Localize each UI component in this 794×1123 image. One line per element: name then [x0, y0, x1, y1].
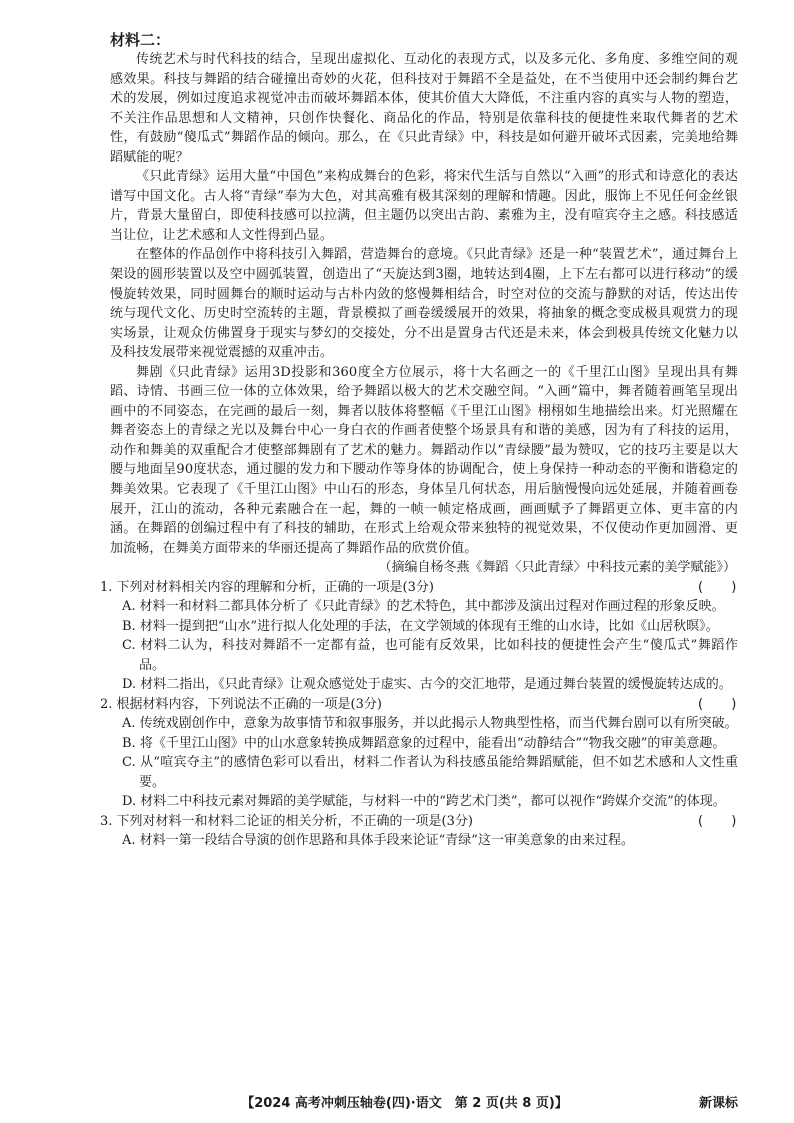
question-1-stem: 1. 下列对材料相关内容的理解和分析，正确的一项是(3分)	[100, 579, 434, 595]
question-stem	[100, 578, 738, 598]
answer-parentheses: ( )	[696, 579, 738, 595]
question-1	[100, 578, 738, 695]
question-list	[100, 578, 738, 851]
question-2-option-c: C. 从“喧宾夺主”的感情色彩可以看出，材料二作者认为科技感虽能给舞蹈赋能，但不如艺术感和人文性重要。	[122, 755, 738, 790]
material-title: 材料二：	[110, 31, 171, 49]
question-1-option-c: C. 材料二认为，科技对舞蹈不一定都有益，也可能有反效果，比如科技的便捷性会产生“傻瓜式”舞蹈作品。	[122, 638, 738, 673]
question-1-option-b: B. 材料一提到把“山水”进行拟人化处理的手法，在文学领域的体现有王维的山水诗，比如《山居秋暝》。	[122, 618, 719, 634]
paragraph-4: 舞剧《只此青绿》运用3D投影和360度全方位展示，将十大名画之一的《千里江山图》呈现出具有舞蹈、诗情、书画三位一体的立体效果，给予舞蹈以极大的艺术交融空间。“入画”篇中，舞者随着画笔呈现出画中的不同姿态，在完画的最后一刻，舞者以肢体将整幅《千里江山图》栩栩如生地描绘出来。灯光照耀在舞者姿态上的青绿之光以及舞台中心一身白衣的作画者使整个场景具有和谐的美感，因为有了科技的运用，动作和舞美的双重配合才使整部舞剧有了艺术的魅力。舞蹈动作以“青绿腰”最为赞叹，它的技巧主要是以大腰与地面呈90度状态，通过腿的发力和下腰动作等身体的协调配合，使上身保持一种动态的平衡和谐稳定的舞美效果。它表现了《千里江山图》中山石的形态，身体呈几何状态，用后脑慢慢向远处延展，并随着画卷展开，江山的流动，各种元素融合在一起，舞的一帧一帧定格成画，画画赋予了舞蹈更立体、更丰富的内涵。在舞蹈的创编过程中有了科技的辅助，在形式上给观众带来独特的视觉效果，不仅使动作更加圆滑、更加流畅，在舞美方面带来的华丽还提高了舞蹈作品的欣赏价值。	[110, 364, 738, 556]
question-1-option-a: A. 材料一和材料二都具体分析了《只此青绿》的艺术特色，其中都涉及演出过程对作画过程的形象反映。	[122, 599, 725, 615]
question-2-stem: 2. 根据材料内容，下列说法不正确的一项是(3分)	[100, 696, 382, 712]
question-stem	[100, 695, 738, 715]
footer-exam-info: 【2024 高考冲刺压轴卷(四)·语文 第 2 页(共 8 页)】	[241, 1095, 568, 1111]
question-3-option-a: A. 材料一第一段结合导演的创作思路和具体手段来论证“青绿”这一审美意象的由来过程。	[122, 833, 634, 849]
answer-parentheses: ( )	[696, 696, 738, 712]
question-3-stem: 3. 下列对材料一和材料二论证的相关分析，不正确的一项是(3分)	[100, 813, 473, 829]
question-2-option-a: A. 传统戏剧创作中，意象为故事情节和叙事服务，并以此揭示人物典型性格，而当代舞台剧可以有所突破。	[122, 716, 738, 732]
question-3	[100, 812, 738, 851]
answer-parentheses: ( )	[696, 813, 738, 829]
footer-curriculum-tag: 新课标	[698, 1095, 738, 1111]
question-stem	[100, 812, 738, 832]
page-footer	[0, 1090, 794, 1112]
question-2-option-d: D. 材料二中科技元素对舞蹈的美学赋能，与材料一中的“跨艺术门类”，都可以视作“跨媒介交流”的体现。	[122, 794, 726, 810]
question-2-option-b: B. 将《千里江山图》中的山水意象转换成舞蹈意象的过程中，能看出“动静结合”“物我交融”的审美意趣。	[122, 735, 726, 751]
paragraph-2: 《只此青绿》运用大量“中国色”来构成舞台的色彩，将宋代生活与自然以“入画”的形式和诗意化的表达谱写中国文化。古人将“青绿”奉为大色，对其高雅有极其深刻的理解和情趣。因此，服饰上不见任何金丝银片，背景大量留白，即使科技感可以拉满，但主题仍以突出古韵、素雅为主，没有喧宾夺主之感。科技感适当让位，让艺术感和人文性得到凸显。	[110, 169, 738, 243]
question-1-option-d: D. 材料二指出，《只此青绿》让观众感觉处于虚实、古今的交汇地带，是通过舞台装置的缓慢旋转达成的。	[122, 677, 732, 693]
question-2	[100, 695, 738, 812]
source-citation: （摘编自杨冬燕《舞蹈〈只此青绿〉中科技元素的美学赋能》）	[378, 560, 736, 576]
paragraph-1: 传统艺术与时代科技的结合，呈现出虚拟化、互动化的表现方式，以及多元化、多角度、多维空间的观感效果。科技与舞蹈的结合碰撞出奇妙的火花，但科技对于舞蹈不全是益处，在不当使用中还会制约舞台艺术的发展，例如过度追求视觉冲击而破坏舞蹈本体，使其价值大大降低，不注重内容的真实与人物的塑造，不关注作品思想和人文精神，只创作快餐化、商品化的作品，特别是依靠科技的便捷性来取代舞者的艺术性，有鼓励“傻瓜式”舞蹈作品的倾向。那么，在《只此青绿》中，科技是如何避开破坏式因素，完美地给舞蹈赋能的呢？	[110, 52, 738, 165]
paragraph-3: 在整体的作品创作中将科技引入舞蹈，营造舞台的意境。《只此青绿》还是一种“装置艺术”，通过舞台上架设的圆形装置以及空中圆弧装置，创造出了“天旋达到3圈，地转达到4圈，上下左右都可以进行移动”的缓慢旋转效果，同时圆舞台的顺时运动与古朴内敛的悠慢舞相结合，时空对位的交流与静默的对话，传达出传统与现代文化、历史时空流转的主题，背景模拟了画卷缓缓展开的效果，将抽象的概念变成极具观赏力的现实场景，让观众仿佛置身于现实与梦幻的交接处，分不出是置身古代还是未来，体会到极具传统文化魅力以及科技发展带来视觉震撼的双重冲击。	[110, 247, 738, 361]
